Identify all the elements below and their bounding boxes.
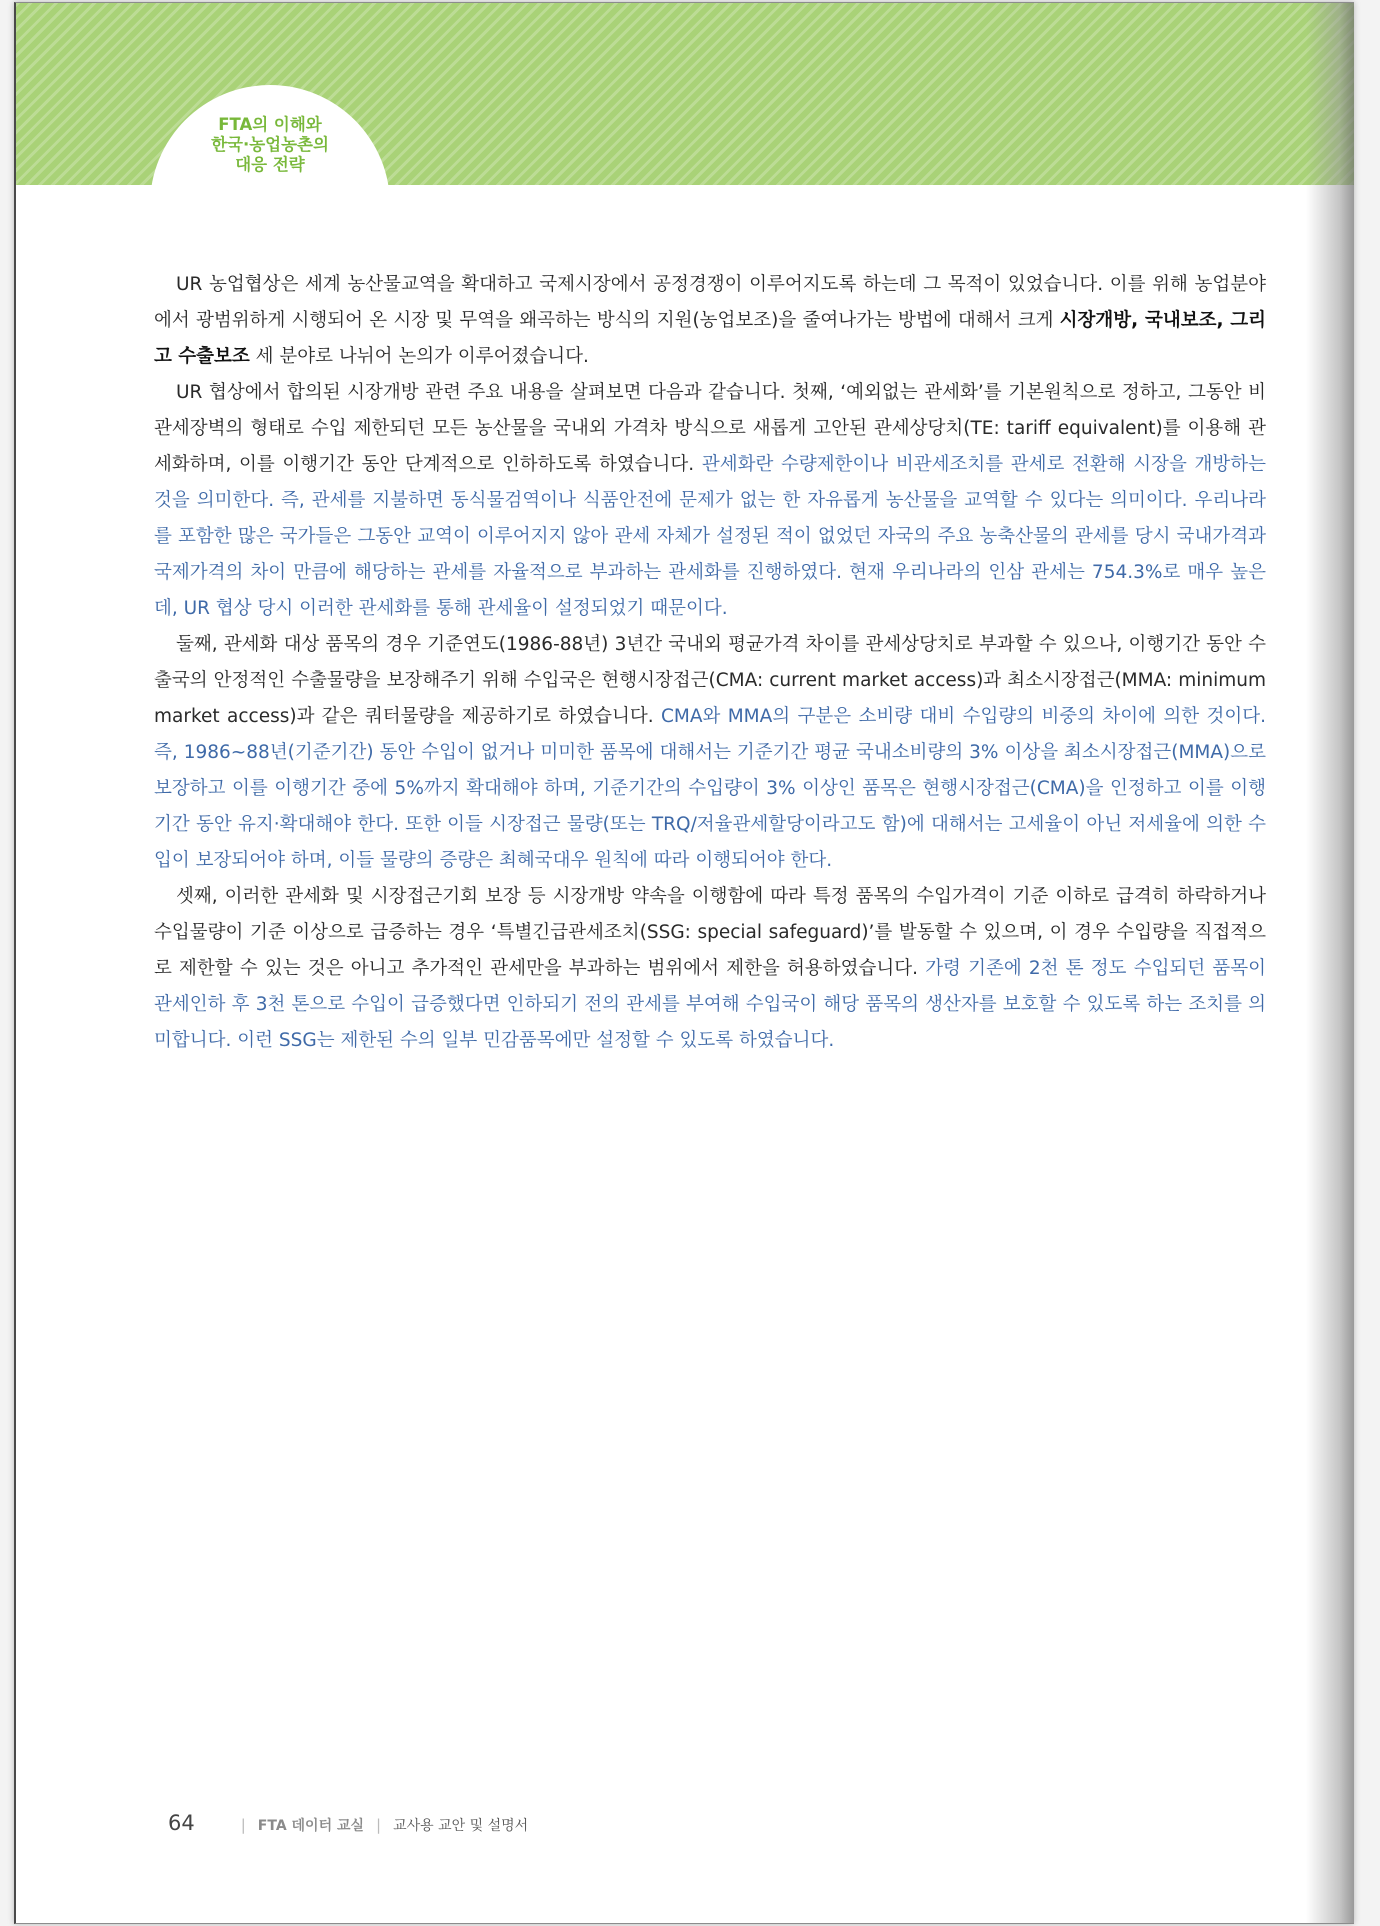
footer-separator-2: |	[376, 1816, 382, 1834]
chapter-title-line-2: 한국·농업농촌의	[211, 135, 329, 154]
paragraph-intro-bold: 시장개방, 국내보조, 그리고 수출보조	[154, 310, 1266, 367]
page-number: 64	[168, 1811, 195, 1835]
paragraph-third-note: 가령 기존에 2천 톤 정도 수입되던 품목이 관세인하 후 3천 톤으로 수입이 급증했다면 인하되기 전의 관세를 부여해 수입국이 해당 품목의 생산자를 보호할 수 있도록 하는 조치를 의미합니다. 이런 SSG는 제한된 수의 일부 민감품목에만 설정할 수 있도록 하였습니다.	[154, 958, 1266, 1051]
paragraph-third-text: 셋째, 이러한 관세화 및 시장접근기회 보장 등 시장개방 약속을 이행함에 따라 특정 품목의 수입가격이 기준 이하로 급격히 하락하거나 수입물량이 기준 이상으로 급증하는 경우 ‘특별긴급관세조치(SSG: special safeguard)’를 발동할 수 있으며, 이 경우 수입량을 직접적으로 제한할 수 있는 것은 아니고 추가적인 관세만을 부과하는 범위에서 제한을 허용하였습니다.	[154, 886, 1266, 979]
paragraph-third	[154, 879, 1266, 1059]
page-edge-shadow	[1306, 3, 1354, 1923]
footer-book-title: FTA 데이터 교실	[257, 1818, 365, 1834]
paragraph-intro	[154, 267, 1266, 375]
paragraph-intro-text: UR 농업협상은 세계 농산물교역을 확대하고 국제시장에서 공정경쟁이 이루어지도록 하는데 그 목적이 있었습니다. 이를 위해 농업분야에서 광범위하게 시행되어 온 시장 및 무역을 왜곡하는 방식의 지원(농업보조)을 줄여나가는 방법에 대해서 크게	[154, 274, 1266, 331]
paragraph-first-note: 관세화란 수량제한이나 비관세조치를 관세로 전환해 시장을 개방하는 것을 의미한다. 즉, 관세를 지불하면 동식물검역이나 식품안전에 문제가 없는 한 자유롭게 농산물을 교역할 수 있다는 의미이다. 우리나라를 포함한 많은 국가들은 그동안 교역이 이루어지지 않아 관세 자체가 설정된 적이 없었던 자국의 주요 농축산물의 관세를 당시 국내가격과 국제가격의 차이 만큼에 해당하는 관세를 자율적으로 부과하는 관세화를 진행하였다. 현재 우리나라의 인삼 관세는 754.3%로 매우 높은데, UR 협상 당시 이러한 관세화를 통해 관세율이 설정되었기 때문이다.	[154, 454, 1267, 619]
paragraph-second	[154, 627, 1266, 879]
paragraph-first	[154, 375, 1266, 627]
paragraph-second-note: CMA와 MMA의 구분은 소비량 대비 수입량의 비중의 차이에 의한 것이다. 즉, 1986~88년(기준기간) 동안 수입이 없거나 미미한 품목에 대해서는 기준기간 평균 국내소비량의 3% 이상을 최소시장접근(MMA)으로 보장하고 이를 이행기간 중에 5%까지 확대해야 하며, 기준기간의 수입량이 3% 이상인 품목은 현행시장접근(CMA)을 인정하고 이를 이행기간 동안 유지·확대해야 한다. 또한 이들 시장접근 물량(또는 TRQ/저율관세할당이라고도 함)에 대해서는 고세율이 아닌 저세율에 의한 수입이 보장되어야 하며, 이들 물량의 증량은 최혜국대우 원칙에 따라 이행되어야 한다.	[154, 706, 1266, 871]
paragraph-first-text: UR 협상에서 합의된 시장개방 관련 주요 내용을 살펴보면 다음과 같습니다. 첫째, ‘예외없는 관세화’를 기본원칙으로 정하고, 그동안 비관세장벽의 형태로 수입 제한되던 모든 농산물을 국내외 가격차 방식으로 새롭게 고안된 관세상당치(TE: tariff equivalent)를 이용해 관세화하며, 이를 이행기간 동안 단계적으로 인하하도록 하였습니다.	[154, 382, 1266, 475]
footer-doc-title: 교사용 교안 및 설명서	[393, 1818, 529, 1834]
chapter-title	[150, 115, 390, 175]
body-text	[154, 267, 1266, 1059]
chapter-title-line-3: 대응 전략	[235, 155, 305, 174]
chapter-title-line-1: FTA의 이해와	[218, 115, 322, 134]
page-footer	[168, 1811, 528, 1835]
paragraph-intro-tail: 세 분야로 나뉘어 논의가 이루어졌습니다.	[249, 346, 589, 367]
footer-separator-1: |	[240, 1816, 246, 1834]
paragraph-second-text: 둘째, 관세화 대상 품목의 경우 기준연도(1986-88년) 3년간 국내외 평균가격 차이를 관세상당치로 부과할 수 있으나, 이행기간 동안 수출국의 안정적인 수출물량을 보장해주기 위해 수입국은 현행시장접근(CMA: current market access)과 최소시장접근(MMA: minimum market access)과 같은 쿼터물량을 제공하기로 하였습니다.	[154, 634, 1266, 727]
document-page	[14, 2, 1354, 1924]
